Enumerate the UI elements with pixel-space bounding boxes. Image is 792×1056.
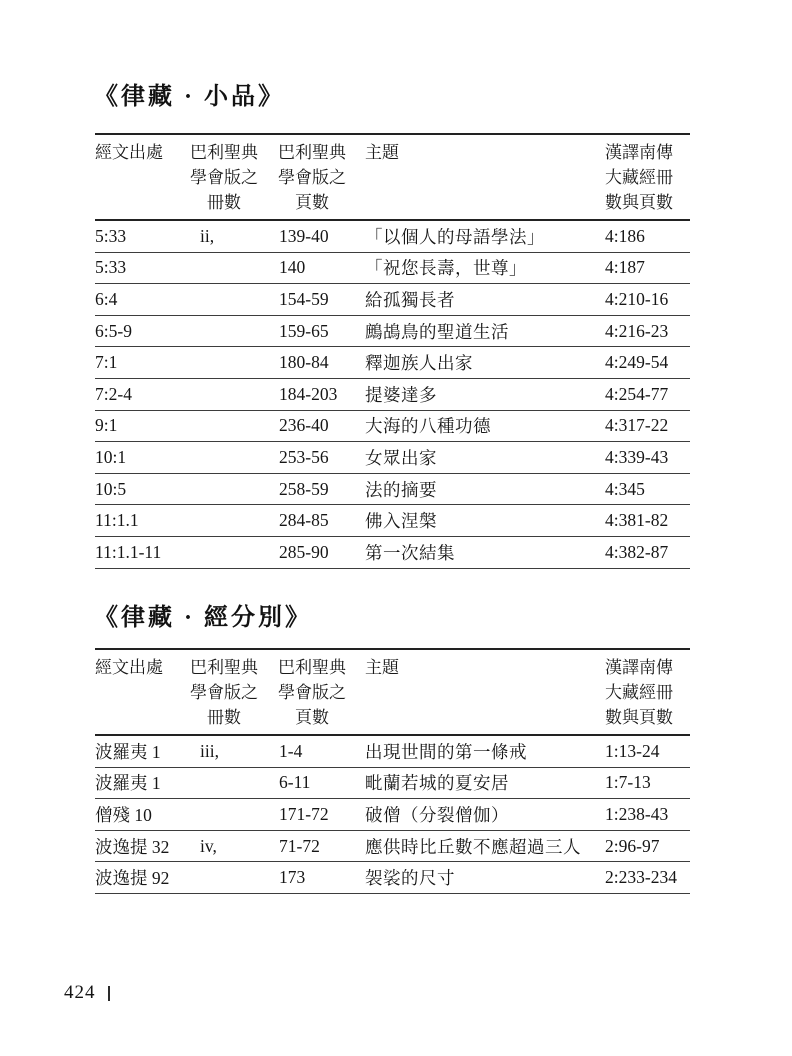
cell-sutta-location: 6:5-9	[95, 320, 132, 341]
table-row	[95, 505, 690, 537]
column-header-sutta-location: 經文出處	[95, 658, 163, 677]
cell-chinese-canon-ref: 1:7-13	[605, 772, 651, 793]
table-header-row	[95, 135, 690, 221]
cell-sutta-location: 11:1.1	[95, 510, 139, 531]
cell-pts-pages: 173	[279, 867, 306, 888]
table-row	[95, 799, 690, 831]
cell-chinese-canon-ref: 4:210-16	[605, 288, 669, 309]
cell-sutta-location: 7:1	[95, 352, 118, 373]
cell-pts-pages: 236-40	[279, 415, 329, 436]
table-row	[95, 537, 690, 569]
cell-chinese-canon-ref: 4:382-87	[605, 541, 669, 562]
cell-topic: 「祝您長壽，世尊」	[365, 258, 527, 279]
cell-topic: 釋迦族人出家	[365, 353, 473, 374]
cell-chinese-canon-ref: 4:339-43	[605, 446, 669, 467]
column-header-pts-pages: 巴利聖典 學會版之 頁數	[278, 143, 346, 212]
cell-chinese-canon-ref: 4:249-54	[605, 352, 669, 373]
table-row	[95, 862, 690, 894]
column-header-topic: 主題	[365, 658, 399, 677]
cell-pts-pages: 180-84	[279, 352, 329, 373]
table-row	[95, 768, 690, 800]
page-edge-mark-icon	[108, 986, 110, 1001]
cell-sutta-location: 波羅夷 1	[95, 741, 161, 762]
cell-sutta-location: 5:33	[95, 257, 127, 278]
column-header-pts-volume: 巴利聖典 學會版之 冊數	[190, 658, 258, 727]
cell-sutta-location: 5:33	[95, 225, 127, 246]
section-title-vinaya-suttavibhanga: 《律藏 · 經分別》	[94, 605, 313, 631]
cell-chinese-canon-ref: 4:381-82	[605, 510, 669, 531]
cell-chinese-canon-ref: 1:238-43	[605, 803, 669, 824]
page-footer	[64, 982, 110, 1004]
cell-topic: 毗蘭若城的夏安居	[365, 773, 509, 794]
cell-sutta-location: 10:1	[95, 446, 127, 467]
cell-topic: 「以個人的母語學法」	[365, 226, 545, 247]
cell-chinese-canon-ref: 4:317-22	[605, 415, 669, 436]
cell-topic: 第一次結集	[365, 542, 455, 563]
table-row	[95, 379, 690, 411]
column-header-topic: 主題	[365, 143, 399, 162]
cell-sutta-location: 僧殘 10	[95, 804, 152, 825]
section-title-vinaya-cullavagga: 《律藏 · 小品》	[94, 84, 286, 110]
cell-pts-pages: 6-11	[279, 772, 311, 793]
cell-sutta-location: 6:4	[95, 288, 118, 309]
table-row	[95, 411, 690, 443]
column-header-chinese-canon-ref: 漢譯南傳 大藏經冊 數與頁數	[605, 143, 673, 212]
table-row	[95, 347, 690, 379]
reference-table-cullavagga	[95, 133, 690, 569]
table-row	[95, 831, 690, 863]
cell-chinese-canon-ref: 4:187	[605, 257, 645, 278]
cell-topic: 應供時比丘數不應超過三人	[365, 836, 581, 857]
column-header-pts-volume: 巴利聖典 學會版之 冊數	[190, 143, 258, 212]
reference-table-suttavibhanga	[95, 648, 690, 894]
cell-sutta-location: 波逸提 92	[95, 868, 170, 889]
cell-topic: 大海的八種功德	[365, 416, 491, 437]
page-number: 424	[64, 982, 96, 1003]
cell-sutta-location: 10:5	[95, 478, 127, 499]
table-row	[95, 736, 690, 768]
table-row	[95, 221, 690, 253]
cell-pts-pages: 253-56	[279, 446, 329, 467]
column-header-sutta-location: 經文出處	[95, 143, 163, 162]
cell-topic: 袈裟的尺寸	[365, 868, 455, 889]
cell-chinese-canon-ref: 4:216-23	[605, 320, 669, 341]
table-header-row	[95, 650, 690, 736]
cell-pts-pages: 284-85	[279, 510, 329, 531]
cell-pts-pages: 171-72	[279, 803, 329, 824]
cell-pts-volume: iii,	[200, 740, 219, 761]
cell-chinese-canon-ref: 4:345	[605, 478, 645, 499]
table-row	[95, 442, 690, 474]
table-row	[95, 253, 690, 285]
cell-topic: 佛入涅槃	[365, 511, 437, 532]
cell-pts-pages: 184-203	[279, 383, 338, 404]
cell-chinese-canon-ref: 2:233-234	[605, 867, 677, 888]
cell-pts-volume: iv,	[200, 835, 217, 856]
table-row	[95, 474, 690, 506]
cell-pts-pages: 159-65	[279, 320, 329, 341]
cell-sutta-location: 波逸提 32	[95, 836, 170, 857]
cell-chinese-canon-ref: 4:186	[605, 225, 645, 246]
cell-pts-pages: 71-72	[279, 835, 320, 856]
cell-sutta-location: 9:1	[95, 415, 118, 436]
column-header-pts-pages: 巴利聖典 學會版之 頁數	[278, 658, 346, 727]
cell-pts-pages: 1-4	[279, 740, 303, 761]
cell-pts-volume: ii,	[200, 225, 215, 246]
cell-topic: 提婆達多	[365, 384, 437, 405]
cell-topic: 給孤獨長者	[365, 289, 455, 310]
cell-chinese-canon-ref: 1:13-24	[605, 740, 660, 761]
cell-topic: 鷓鴣鳥的聖道生活	[365, 321, 509, 342]
table-row	[95, 284, 690, 316]
cell-sutta-location: 7:2-4	[95, 383, 132, 404]
cell-chinese-canon-ref: 2:96-97	[605, 835, 660, 856]
cell-chinese-canon-ref: 4:254-77	[605, 383, 669, 404]
cell-pts-pages: 154-59	[279, 288, 329, 309]
cell-topic: 女眾出家	[365, 447, 437, 468]
cell-pts-pages: 139-40	[279, 225, 329, 246]
cell-topic: 法的摘要	[365, 479, 437, 500]
cell-sutta-location: 波羅夷 1	[95, 773, 161, 794]
cell-pts-pages: 258-59	[279, 478, 329, 499]
cell-pts-pages: 285-90	[279, 541, 329, 562]
cell-pts-pages: 140	[279, 257, 306, 278]
cell-sutta-location: 11:1.1-11	[95, 541, 162, 562]
cell-topic: 出現世間的第一條戒	[365, 741, 527, 762]
table-row	[95, 316, 690, 348]
cell-topic: 破僧（分裂僧伽）	[365, 804, 509, 825]
column-header-chinese-canon-ref: 漢譯南傳 大藏經冊 數與頁數	[605, 658, 673, 727]
